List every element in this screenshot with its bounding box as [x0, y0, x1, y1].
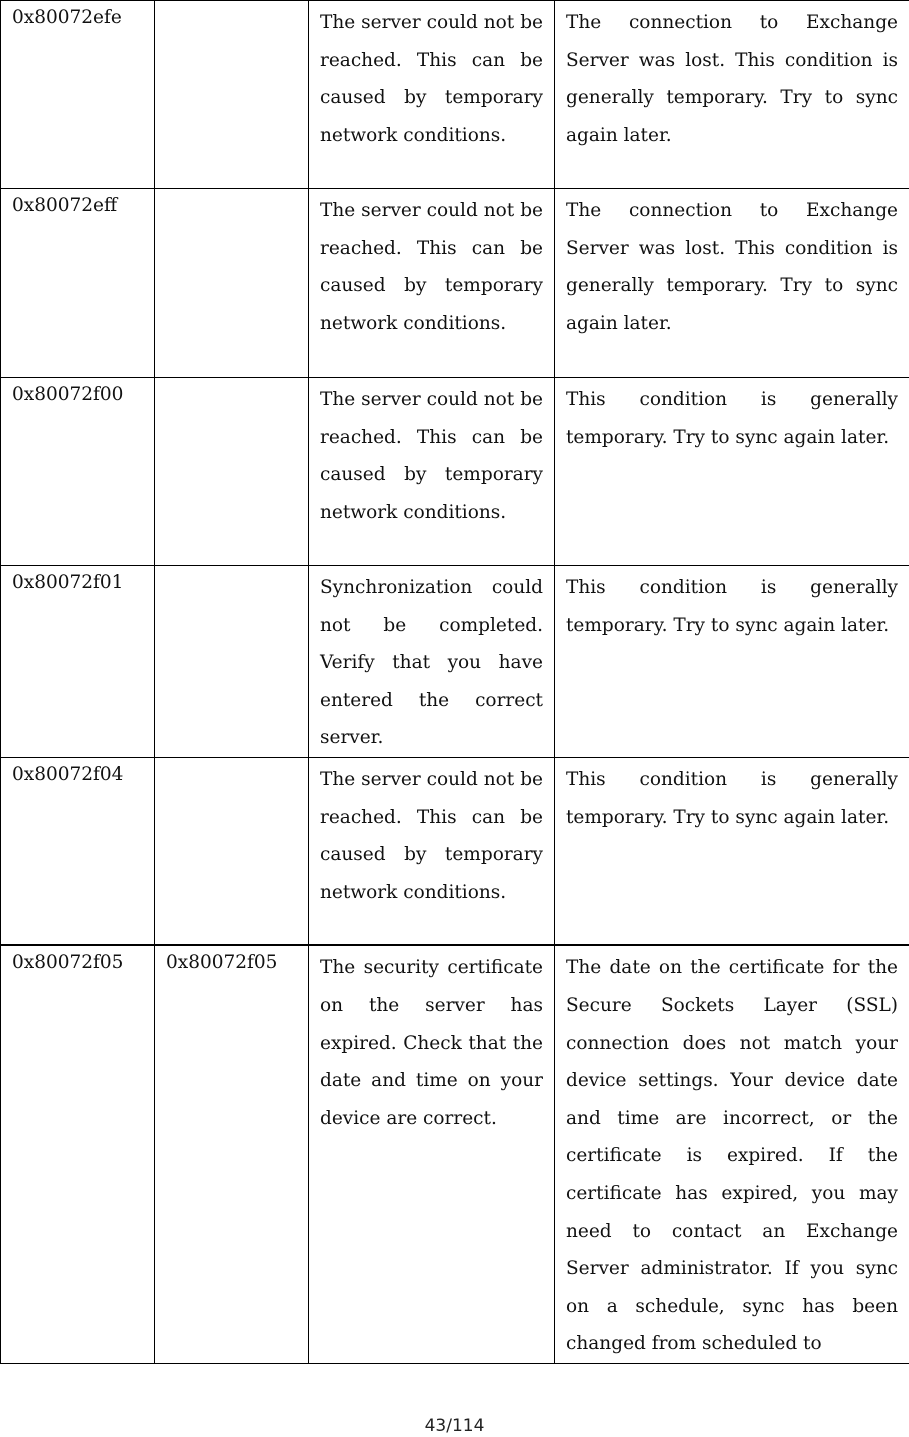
error-code-cell: 0x80072f05: [1, 945, 155, 1363]
table-row: [1, 189, 909, 378]
table-row: [1, 945, 909, 1363]
page-number: 43/114: [424, 1416, 485, 1436]
table-row: [1, 378, 909, 566]
error-message-cell: Synchronization could not be completed. Verify that you have entered the correct server.: [309, 566, 555, 758]
error-description-cell: The connection to Exchange Server was lost. This condition is generally temporary. Try to sync again later.: [555, 189, 909, 378]
error-description-cell: This condition is generally temporary. Try to sync again later.: [555, 378, 909, 566]
alt-code-cell: [155, 566, 309, 758]
error-description-cell: The date on the certificate for the Secure Sockets Layer (SSL) connection does not match your device settings. Your device date and time are incorrect, or the certificate is expired. If the certificate has expired, you may need to contact an Exchange Server administrator. If you sync on a schedule, sync has been changed from scheduled to: [555, 945, 909, 1363]
error-code-cell: 0x80072f00: [1, 378, 155, 566]
error-code-cell: 0x80072f04: [1, 757, 155, 945]
error-description-cell: The connection to Exchange Server was lost. This condition is generally temporary. Try to sync again later.: [555, 1, 909, 189]
alt-code-cell: 0x80072f05: [155, 945, 309, 1363]
error-code-cell: 0x80072efe: [1, 1, 155, 189]
error-code-cell: 0x80072f01: [1, 566, 155, 758]
alt-code-cell: [155, 189, 309, 378]
error-message-cell: The server could not be reached. This can be caused by temporary network conditions.: [309, 1, 555, 189]
table-row: [1, 566, 909, 758]
table-row: [1, 1, 909, 189]
error-message-cell: The server could not be reached. This can be caused by temporary network conditions.: [309, 378, 555, 566]
error-message-cell: The server could not be reached. This can be caused by temporary network conditions.: [309, 757, 555, 945]
error-message-cell: The server could not be reached. This can be caused by temporary network conditions.: [309, 189, 555, 378]
error-code-cell: 0x80072eff: [1, 189, 155, 378]
alt-code-cell: [155, 378, 309, 566]
table-row: [1, 757, 909, 945]
error-description-cell: This condition is generally temporary. Try to sync again later.: [555, 757, 909, 945]
error-message-cell: The security certificate on the server has expired. Check that the date and time on your device are correct.: [309, 945, 555, 1363]
alt-code-cell: [155, 1, 309, 189]
alt-code-cell: [155, 757, 309, 945]
error-description-cell: This condition is generally temporary. Try to sync again later.: [555, 566, 909, 758]
